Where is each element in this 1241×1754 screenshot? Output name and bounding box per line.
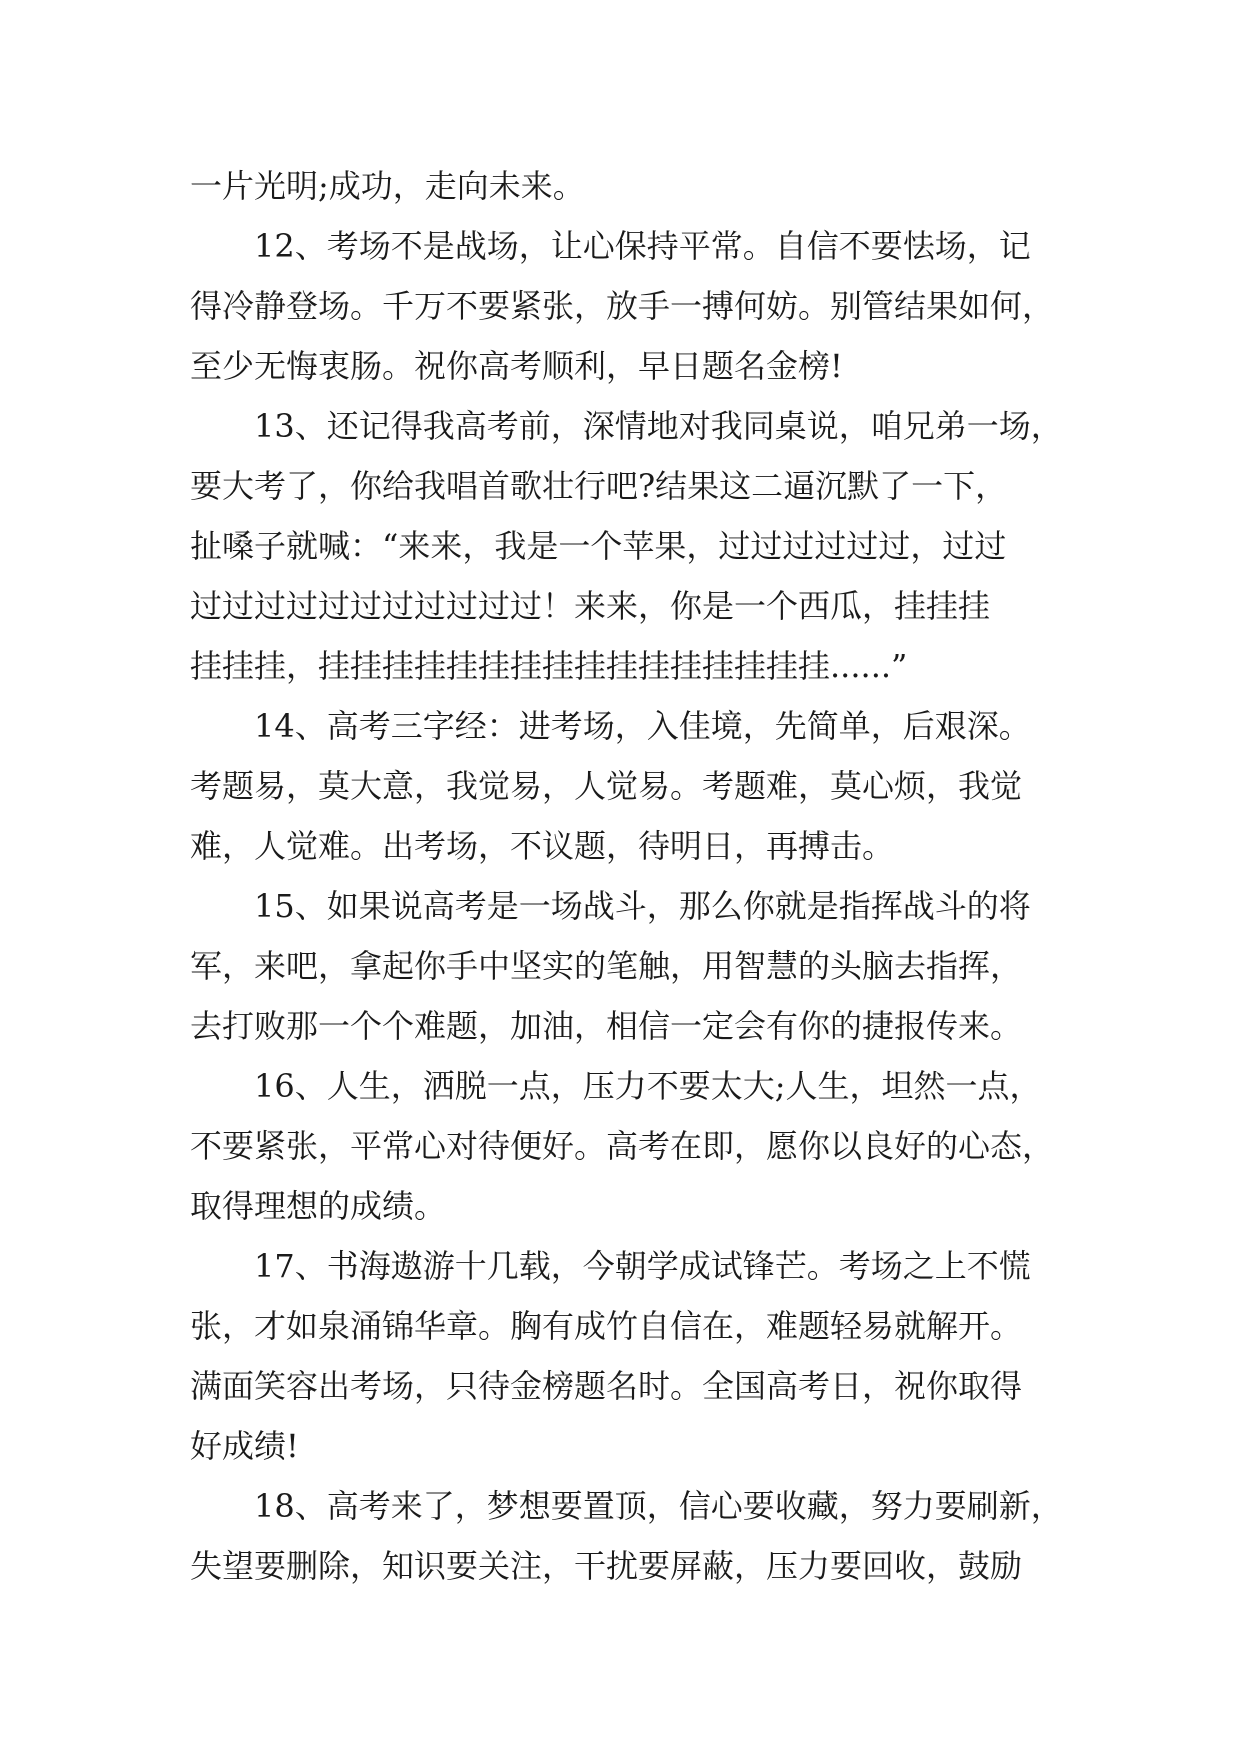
text-line: 张，才如泉涌锦华章。胸有成竹自信在，难题轻易就解开。 (190, 1307, 1023, 1345)
text-line: 失望要删除，知识要关注，干扰要屏蔽，压力要回收，鼓励 (190, 1547, 1023, 1585)
text-line: 要大考了，你给我唱首歌壮行吧?结果这二逼沉默了一下， (190, 467, 1008, 505)
text-line: 满面笑容出考场，只待金榜题名时。全国高考日，祝你取得 (190, 1367, 1023, 1405)
text-line: 15、如果说高考是一场战斗，那么你就是指挥战斗的将 (254, 887, 1031, 925)
text-line: 过过过过过过过过过过过！来来，你是一个西瓜，挂挂挂 (190, 587, 991, 625)
text-line: 14、高考三字经：进考场，入佳境，先简单，后艰深。 (254, 707, 1031, 745)
text-line: 难，人觉难。出考场，不议题，待明日，再搏击。 (190, 827, 895, 865)
text-line: 扯嗓子就喊：“来来，我是一个苹果，过过过过过过，过过 (190, 527, 1007, 565)
text-line: 17、书海遨游十几载，今朝学成试锋芒。考场之上不慌 (254, 1247, 1031, 1285)
text-line: 12、考场不是战场，让心保持平常。自信不要怯场，记 (254, 227, 1031, 265)
document-body (190, 156, 1070, 1596)
text-line: 16、人生，洒脱一点，压力不要太大;人生，坦然一点， (254, 1067, 1042, 1105)
text-line: 一片光明;成功，走向未来。 (190, 167, 585, 205)
text-line: 去打败那一个个难题，加油，相信一定会有你的捷报传来。 (190, 1007, 1023, 1045)
text-line: 得冷静登场。千万不要紧张，放手一搏何妨。别管结果如何， (190, 287, 1055, 325)
text-line: 不要紧张，平常心对待便好。高考在即，愿你以良好的心态， (190, 1127, 1055, 1165)
text-line: 至少无悔衷肠。祝你高考顺利，早日题名金榜! (190, 347, 843, 385)
text-line: 挂挂挂，挂挂挂挂挂挂挂挂挂挂挂挂挂挂挂挂......” (190, 647, 908, 685)
text-line: 13、还记得我高考前，深情地对我同桌说，咱兄弟一场， (254, 407, 1063, 445)
text-line: 军，来吧，拿起你手中坚实的笔触，用智慧的头脑去指挥， (190, 947, 1023, 985)
text-line: 取得理想的成绩。 (190, 1187, 447, 1225)
text-line: 18、高考来了，梦想要置顶，信心要收藏，努力要刷新， (254, 1487, 1063, 1525)
text-line: 考题易，莫大意，我觉易，人觉易。考题难，莫心烦，我觉 (190, 767, 1023, 805)
text-line: 好成绩! (190, 1427, 299, 1465)
